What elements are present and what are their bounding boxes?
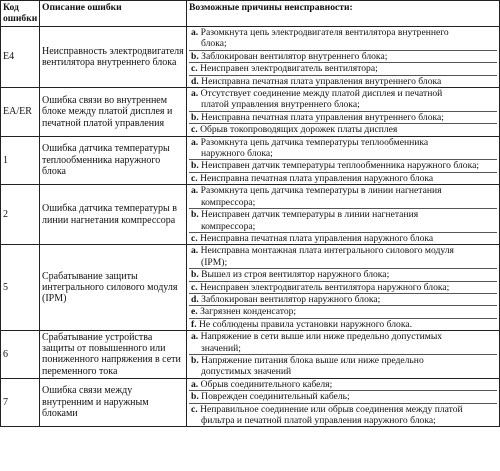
cause-text-continued: наружного блока;: [201, 148, 273, 160]
error-description: Срабатывание защиты интегрального силового модуля (IPM): [40, 245, 187, 331]
cause-text-continued: фильтра и печатной платой управления наружного блока;: [201, 415, 436, 426]
cause-letter: c.: [191, 124, 198, 136]
cause-text-continued: компрессора;: [201, 196, 256, 208]
error-causes: [187, 136, 500, 185]
cause-letter: a.: [191, 27, 199, 38]
cause-text: Неисправен электродвигатель вентилятора;: [200, 63, 378, 75]
table-row: [1, 88, 500, 137]
cause-text-continued: платой управления внутреннего блока;: [201, 99, 360, 111]
error-code: 6: [1, 331, 40, 379]
table-row: [1, 185, 500, 245]
error-description: Неисправность электродвигателя вентилятора внутреннего блока: [40, 27, 187, 88]
cause-text: Обрыв соединительного кабеля;: [200, 378, 333, 390]
header-causes: Возможные причины неисправности:: [187, 1, 500, 27]
cause-text: Отсутствует соединение между платой дисплея и печатной: [200, 88, 443, 100]
cause-item: [189, 124, 497, 135]
cause-item: [189, 27, 497, 51]
cause-letter: d.: [191, 75, 199, 87]
cause-item: [189, 306, 497, 318]
cause-text: Вышел из строя вентилятор наружного блока;: [201, 269, 390, 281]
cause-item: [189, 269, 497, 281]
cause-item: [189, 355, 497, 378]
error-causes: [187, 245, 500, 331]
cause-item: [189, 137, 497, 161]
table-row: [1, 27, 500, 88]
cause-item: [189, 112, 497, 124]
cause-text: Разомкнута цепь электродвигателя вентилятора внутреннего: [200, 27, 449, 38]
cause-item: [189, 185, 497, 209]
cause-text: Неправильное соединение или обрыв соединения между платой: [200, 403, 463, 415]
cause-letter: b.: [191, 160, 199, 172]
cause-text: Загрязнен конденсатор;: [200, 306, 297, 318]
table-row: [1, 136, 500, 185]
cause-text: Неисправна печатная плата управления внутреннего блока;: [201, 111, 444, 123]
cause-text: Неисправна печатная плата управления внутреннего блока: [201, 75, 442, 87]
error-code: 5: [1, 245, 40, 331]
cause-text: Не соблюдены правила установки наружного блока.: [199, 318, 413, 330]
cause-letter: a.: [191, 378, 199, 390]
cause-letter: b.: [191, 269, 199, 281]
error-code: EA/ER: [1, 88, 40, 137]
cause-text: Неисправна печатная плата управления наружного блока: [200, 232, 434, 244]
cause-text: Напряжение в сети выше или ниже предельно допустимых: [200, 331, 443, 343]
error-code: 2: [1, 185, 40, 245]
cause-item: [189, 282, 497, 294]
cause-letter: a.: [191, 88, 199, 100]
table-body: [1, 27, 500, 427]
cause-item: [189, 76, 497, 87]
error-description: Срабатывание устройства защиты от повышенного или пониженного напряжения в сети переменного тока: [40, 331, 187, 379]
cause-letter: b.: [191, 209, 199, 221]
cause-letter: a.: [191, 136, 199, 148]
cause-text-continued: блока;: [201, 38, 227, 50]
cause-letter: b.: [191, 111, 199, 123]
cause-letter: b.: [191, 354, 199, 366]
table-row: [1, 331, 500, 379]
cause-text: Заблокирован вентилятор наружного блока;: [201, 293, 381, 305]
cause-letter: a.: [191, 245, 199, 257]
cause-letter: c.: [191, 232, 198, 244]
error-code: 7: [1, 378, 40, 427]
cause-letter: a.: [191, 185, 199, 197]
cause-item: [189, 88, 497, 112]
cause-item: [189, 319, 497, 330]
cause-letter: e.: [191, 306, 198, 318]
cause-item: [189, 379, 497, 391]
error-description: Ошибка датчика температуры теплообменника наружного блока: [40, 136, 187, 185]
header-code: Код ошибки: [1, 1, 40, 27]
cause-item: [189, 173, 497, 184]
cause-letter: c.: [191, 63, 198, 75]
error-description: Ошибка связи во внутреннем блоке между платой дисплея и печатной платой управления: [40, 88, 187, 137]
table-row: [1, 245, 500, 331]
cause-text: Поврежден соединительный кабель;: [201, 391, 350, 403]
table-row: [1, 378, 500, 427]
error-causes: [187, 331, 500, 379]
cause-letter: c.: [191, 403, 198, 415]
cause-text: Неисправен датчик температуры в линии нагнетания: [201, 209, 419, 221]
cause-text-continued: компрессора;: [201, 220, 256, 232]
cause-letter: c.: [191, 281, 198, 293]
error-description: Ошибка связи между внутренним и наружным блоками: [40, 378, 187, 427]
cause-item: [189, 51, 497, 63]
cause-item: [189, 294, 497, 306]
cause-text-continued: (IPM);: [201, 256, 228, 268]
cause-item: [189, 63, 497, 75]
cause-letter: d.: [191, 293, 199, 305]
cause-text-continued: значений;: [201, 342, 241, 354]
cause-item: [189, 209, 497, 233]
cause-text: Заблокирован вентилятор внутреннего блока;: [201, 50, 388, 62]
cause-letter: f.: [191, 318, 197, 330]
table-header-row: [1, 1, 500, 27]
error-code: E4: [1, 27, 40, 88]
cause-text: Неисправна монтажная плата интегрального силового модуля: [200, 245, 454, 257]
cause-item: [189, 245, 497, 269]
cause-text-continued: допустимых значений: [201, 366, 292, 378]
cause-text: Неисправен датчик температуры теплообменника наружного блока;: [201, 160, 480, 172]
cause-item: [189, 391, 497, 403]
error-causes: [187, 378, 500, 427]
cause-text: Разомкнута цепь датчика температуры теплообменника: [200, 136, 429, 148]
cause-text: Напряжение питания блока выше или ниже предельно: [201, 354, 424, 366]
cause-letter: b.: [191, 391, 199, 403]
cause-letter: c.: [191, 172, 198, 184]
cause-item: [189, 331, 497, 355]
error-causes: [187, 88, 500, 137]
error-causes: [187, 185, 500, 245]
cause-item: [189, 233, 497, 244]
cause-item: [189, 160, 497, 172]
cause-text: Неисправна печатная плата управления наружного блока: [200, 172, 434, 184]
cause-text: Обрыв токопроводящих дорожек платы дисплея: [200, 124, 398, 136]
error-code: 1: [1, 136, 40, 185]
header-description: Описание ошибки: [40, 1, 187, 27]
cause-text: Разомкнута цепь датчика температуры в линии нагнетания: [200, 185, 442, 197]
cause-item: [189, 404, 497, 427]
cause-text: Неисправен электродвигатель вентилятора наружного блока;: [200, 281, 450, 293]
cause-letter: a.: [191, 331, 199, 343]
error-description: Ошибка датчика температуры в линии нагнетания компрессора: [40, 185, 187, 245]
error-causes: [187, 27, 500, 88]
cause-letter: b.: [191, 50, 199, 62]
